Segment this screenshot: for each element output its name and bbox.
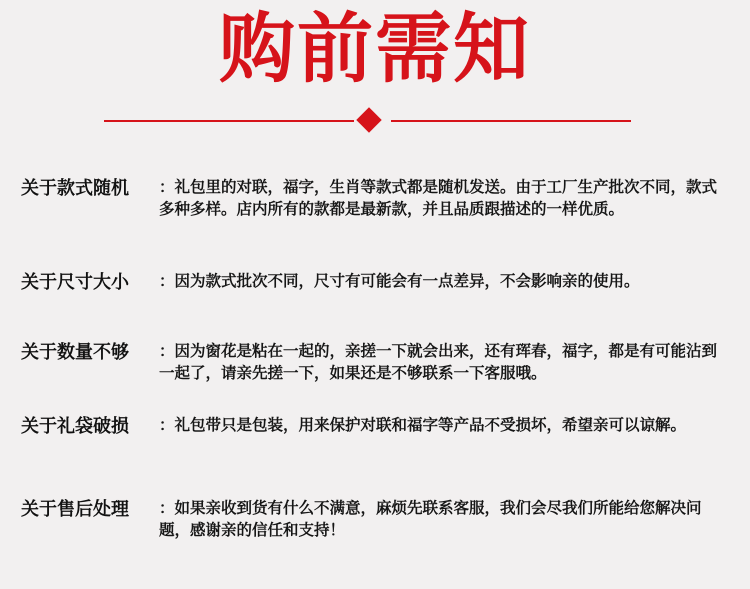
page-title: 购前需知 [219, 4, 531, 93]
faq-text: ：礼包带只是包装，用来保护对联和福字等产品不受损坏，希望亲可以谅解。 [159, 416, 687, 434]
diamond-icon [356, 107, 381, 132]
title-divider [0, 108, 750, 134]
divider-line-left [104, 120, 354, 122]
faq-text: ：因为窗花是粘在一起的，亲搓一下就会出来，还有珲春，福字，都是有可能沾到一起了，请亲先搓一下，如果还是不够联系一下客服哦。 [159, 342, 718, 382]
faq-text: ：因为款式批次不同，尺寸有可能会有一点差异，不会影响亲的使用。 [159, 272, 640, 290]
faq-label: 关于售后处理 [21, 499, 129, 520]
faq-label: 关于数量不够 [21, 342, 129, 363]
faq-text: ：礼包里的对联，福字，生肖等款式都是随机发送。由于工厂生产批次不同，款式多种多样。店内所有的款都是最新款，并且品质跟描述的一样优质。 [159, 178, 718, 218]
faq-label: 关于礼袋破损 [21, 416, 129, 437]
faq-label: 关于款式随机 [21, 178, 129, 199]
divider-line-right [391, 120, 631, 122]
faq-text: ：如果亲收到货有什么不满意，麻烦先联系客服，我们会尽我们所能给您解决问题，感谢亲的信任和支持！ [159, 499, 702, 539]
faq-label: 关于尺寸大小 [21, 272, 129, 293]
